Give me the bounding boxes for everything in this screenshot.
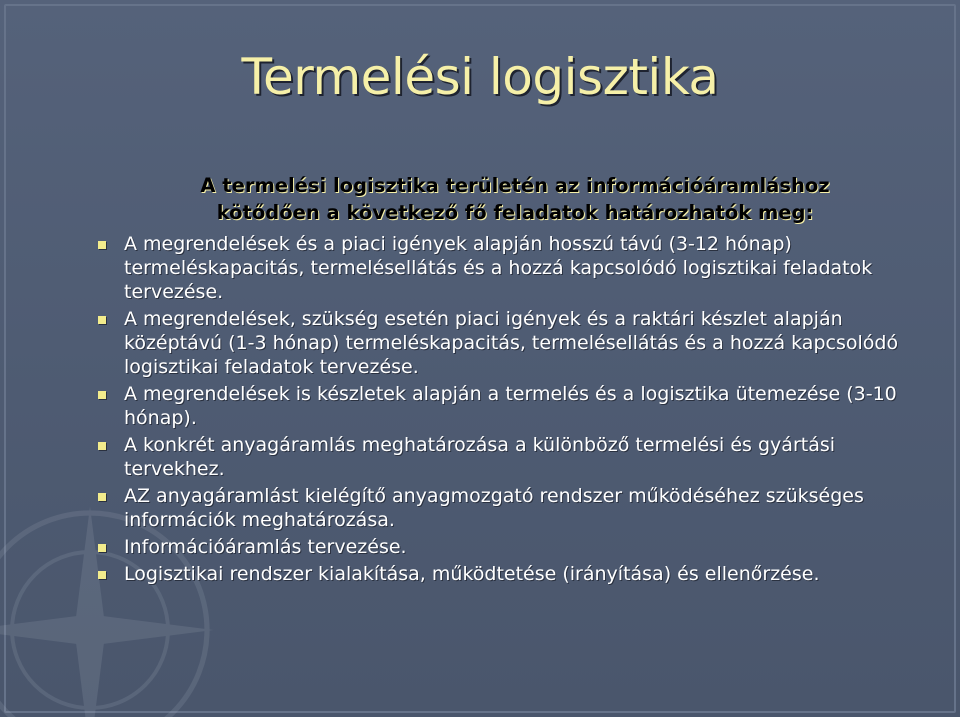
subtitle-line-1: A termelési logisztika területén az információáramláshoz <box>200 174 830 197</box>
bullet-text: Információáramlás tervezése. <box>124 536 407 558</box>
bullet-text: A megrendelések és a piaci igények alapján hosszú távú (3-12 hónap) termeléskapacitás, termelésellátás és a hozzá kapcsolódó logisztikai feladatok tervezése. <box>124 233 873 303</box>
bullet-item <box>96 562 916 586</box>
bullet-text: A konkrét anyagáramlás meghatározása a különböző termelési és gyártási tervekhez. <box>124 434 836 480</box>
bullet-text: A megrendelések, szükség esetén piaci igények és a raktári készlet alapján középtávú (1-3 hónap) termeléskapacitás, termelésellátás és a hozzá kapcsolódó logisztikai feladatok tervezése. <box>124 308 899 378</box>
bullet-text: A megrendelések is készletek alapján a termelés és a logisztika ütemezése (3-10 hónap). <box>124 383 897 429</box>
bullet-item <box>96 484 916 532</box>
bullet-item <box>96 433 916 481</box>
square-bullet-icon <box>98 571 106 579</box>
slide-title: Termelési logisztika <box>241 48 719 106</box>
square-bullet-icon <box>98 241 106 249</box>
square-bullet-icon <box>98 442 106 450</box>
square-bullet-icon <box>98 391 106 399</box>
square-bullet-icon <box>98 493 106 501</box>
square-bullet-icon <box>98 316 106 324</box>
slide-subtitle <box>130 172 900 226</box>
bullet-text: AZ anyagáramlást kielégítő anyagmozgató rendszer működéséhez szükséges információk meghatározása. <box>124 485 864 531</box>
square-bullet-icon <box>98 544 106 552</box>
bullet-text: Logisztikai rendszer kialakítása, működtetése (irányítása) és ellenőrzése. <box>124 563 820 585</box>
bullet-list <box>96 232 916 589</box>
bullet-item <box>96 232 916 304</box>
bullet-item <box>96 307 916 379</box>
bullet-item <box>96 382 916 430</box>
subtitle-line-2: kötődően a következő fő feladatok határozhatók meg: <box>216 201 814 224</box>
bullet-item <box>96 535 916 559</box>
